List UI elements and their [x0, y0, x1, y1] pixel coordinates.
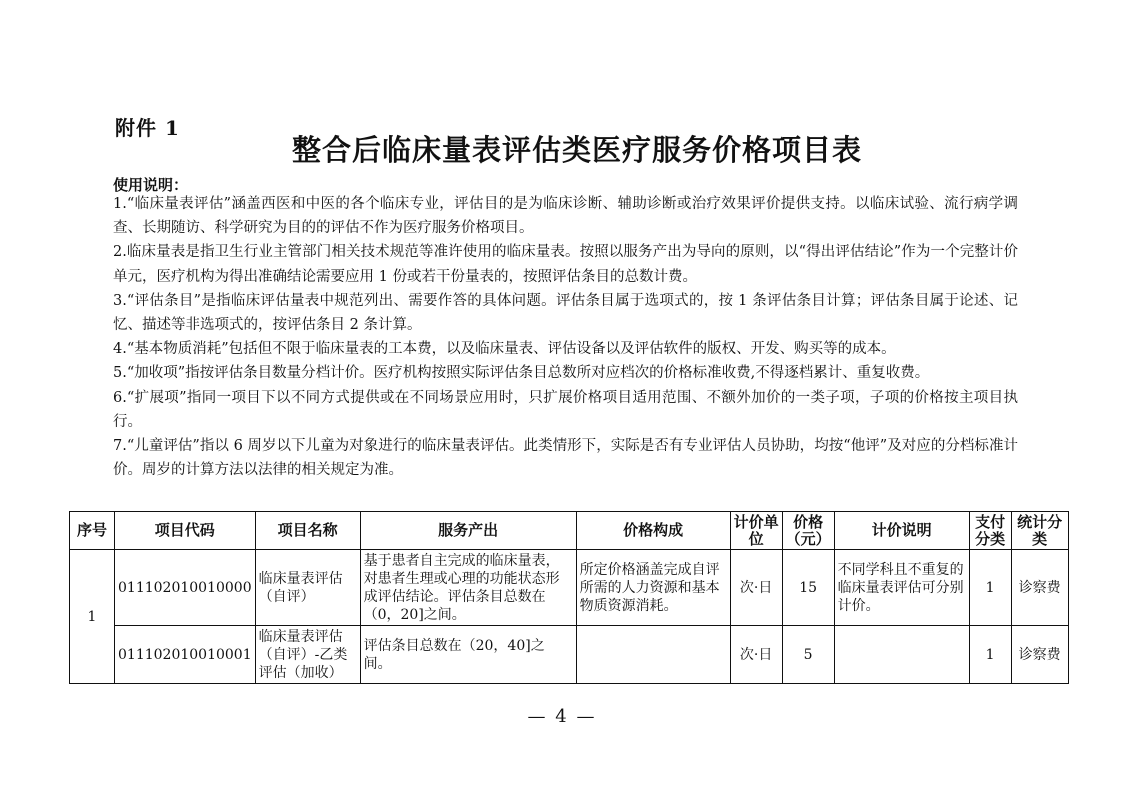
table-row [70, 626, 1069, 684]
note-2: 2.临床量表是指卫生行业主管部门相关技术规范等准许使用的临床量表。按照以服务产出为导向的原则，以“得出评估结论”作为一个完整计价单元，医疗机构为得出准确结论需要应用 1 份或若干份量表的，按照评估条目的总数计费。 [113, 244, 1018, 285]
row-name: 临床量表评估（自评） [255, 550, 360, 626]
usage-heading: 使用说明： [113, 176, 189, 194]
row-pricing-note [834, 626, 969, 684]
header-composition: 价格构成 [576, 512, 730, 550]
row-stat-class: 诊察费 [1011, 626, 1068, 684]
note-6: 6.“扩展项”指同一项目下以不同方式提供或在不同场景应用时，只扩展价格项目适用范围、不额外加价的一类子项，子项的价格按主项目执行。 [113, 389, 1018, 430]
annex-label: 附件 1 [115, 116, 180, 140]
row-name: 临床量表评估（自评）-乙类评估（加收） [255, 626, 360, 684]
row-output: 评估条目总数在（20，40]之间。 [360, 626, 576, 684]
row-code: 011102010010001 [115, 626, 256, 684]
note-1: 1.“临床量表评估”涵盖西医和中医的各个临床专业，评估目的是为临床诊断、辅助诊断或治疗效果评价提供支持。以临床试验、流行病学调查、长期随访、科学研究为目的的评估不作为医疗服务价格项目。 [113, 196, 1018, 237]
row-payment-class: 1 [969, 626, 1011, 684]
row-output: 基于患者自主完成的临床量表，对患者生理或心理的功能状态形成评估结论。评估条目总数在（0，20]之间。 [360, 550, 576, 626]
note-7: 7.“儿童评估”指以 6 周岁以下儿童为对象进行的临床量表评估。此类情形下，实际是否有专业评估人员协助，均按“他评”及对应的分档标准计价。周岁的计算方法以法律的相关规定为准。 [113, 438, 1018, 479]
note-3: 3.“评估条目”是指临床评估量表中规范列出、需要作答的具体问题。评估条目属于选项式的，按 1 条评估条目计算；评估条目属于论述、记忆、描述等非选项式的，按评估条目 2 条计算。 [113, 292, 1018, 334]
header-price: 价格（元） [782, 512, 834, 550]
row-unit: 次·日 [730, 550, 782, 626]
row-unit: 次·日 [730, 626, 782, 684]
header-stat-class: 统计分类 [1011, 512, 1068, 550]
price-table [69, 511, 1069, 684]
row-stat-class: 诊察费 [1011, 550, 1068, 626]
row-code: 011102010010000 [115, 550, 256, 626]
row-pricing-note: 不同学科且不重复的临床量表评估可分别计价。 [834, 550, 969, 626]
header-payment-class: 支付分类 [969, 512, 1011, 550]
document-title: 整合后临床量表评估类医疗服务价格项目表 [291, 133, 862, 167]
row-composition: 所定价格涵盖完成自评所需的人力资源和基本物质资源消耗。 [576, 550, 730, 626]
header-code: 项目代码 [115, 512, 256, 550]
note-4: 4.“基本物质消耗”包括但不限于临床量表的工本费，以及临床量表、评估设备以及评估软件的版权、开发、购买等的成本。 [113, 341, 896, 358]
header-unit: 计价单位 [730, 512, 782, 550]
row-price: 15 [782, 550, 834, 626]
note-5: 5.“加收项”指按评估条目数量分档计价。医疗机构按照实际评估条目总数所对应档次的价格标准收费,不得逐档累计、重复收费。 [113, 365, 930, 382]
row-payment-class: 1 [969, 550, 1011, 626]
row-seq: 1 [70, 550, 115, 684]
usage-notes [113, 192, 1018, 482]
header-pricing-note: 计价说明 [834, 512, 969, 550]
header-seq: 序号 [70, 512, 115, 550]
page-number: — 4 — [527, 706, 597, 727]
header-name: 项目名称 [255, 512, 360, 550]
header-output: 服务产出 [360, 512, 576, 550]
row-composition [576, 626, 730, 684]
row-price: 5 [782, 626, 834, 684]
table-row [70, 550, 1069, 626]
